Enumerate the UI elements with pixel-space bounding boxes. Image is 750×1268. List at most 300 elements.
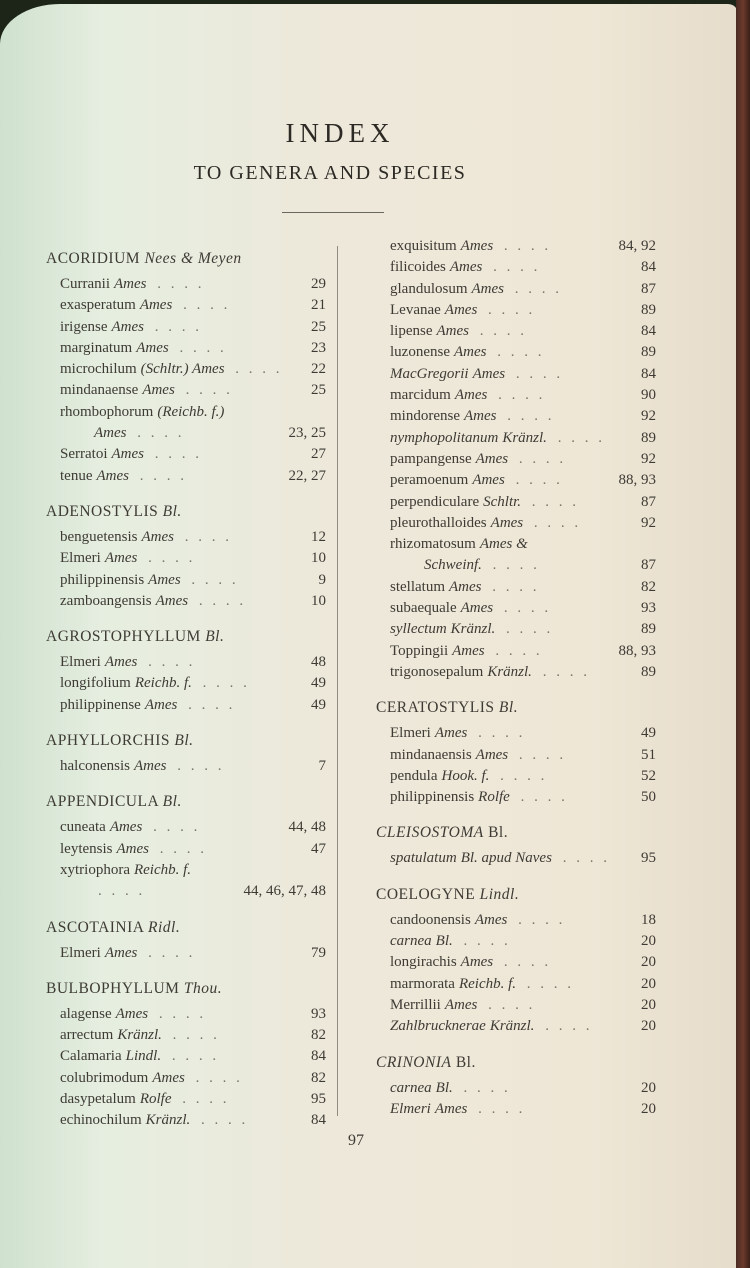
- species-author: Ames: [133, 758, 167, 775]
- index-entry: [376, 513, 656, 534]
- leader-dots: . . . .: [141, 654, 196, 671]
- genus-author: Bl.: [205, 628, 225, 646]
- page-refs: 49: [311, 675, 326, 692]
- leader-dots: . . . .: [147, 446, 202, 463]
- index-entry: [376, 641, 656, 662]
- page-refs: 25: [311, 318, 326, 335]
- index-entry: [46, 756, 326, 777]
- leader-dots: . . . .: [194, 1112, 249, 1129]
- index-entry: [46, 1046, 326, 1067]
- species-author: Ames: [114, 276, 147, 292]
- index-entry: [376, 766, 656, 787]
- page-refs: 89: [641, 663, 656, 680]
- species-author: Schweinf.: [424, 557, 482, 574]
- species-author: Lindl.: [125, 1048, 162, 1065]
- genus-heading: [46, 791, 326, 813]
- page-refs: 84: [641, 365, 656, 382]
- leader-dots: . . . .: [490, 344, 545, 361]
- species-author: Ames: [136, 339, 169, 356]
- species-author: Kränzl.: [117, 1027, 162, 1044]
- species-name: trigonosepalum: [390, 663, 484, 680]
- species-author: Kränzl.: [489, 1018, 535, 1035]
- genus-author: Bl.: [455, 1053, 476, 1071]
- species-author: Kränzl.: [145, 1112, 191, 1129]
- species-name: irigense: [60, 318, 108, 335]
- index-entry: [46, 1089, 326, 1110]
- page-refs: 10: [311, 592, 326, 609]
- index-entry: [376, 848, 656, 869]
- page-refs: 88, 93: [618, 472, 656, 489]
- genus-author: Thou.: [183, 979, 223, 997]
- index-entry: [376, 321, 656, 342]
- page-refs: 47: [311, 840, 326, 857]
- species-author: Ames: [96, 467, 129, 484]
- species-author: Schltr.: [483, 493, 522, 510]
- leader-dots: . . . .: [177, 528, 232, 545]
- leader-dots: . . . .: [228, 361, 283, 378]
- species-name: longirachis: [390, 954, 457, 971]
- species-name: arrectum: [60, 1027, 114, 1044]
- leader-dots: . . . .: [512, 450, 567, 467]
- genus-heading: [46, 730, 326, 752]
- leader-dots: . . . .: [98, 883, 146, 900]
- leader-dots: . . . .: [170, 758, 225, 775]
- species-name: philippinensis: [390, 789, 475, 806]
- species-name: philippinensis: [60, 571, 145, 588]
- leader-dots: . . . .: [188, 1069, 243, 1086]
- species-author: Ames: [460, 238, 494, 254]
- species-name: leytensis: [60, 840, 113, 857]
- species-author: Bl.: [435, 933, 453, 950]
- species-author: Ames: [463, 408, 497, 425]
- leader-dots: . . . .: [527, 514, 582, 531]
- index-entry: [46, 860, 326, 881]
- leader-dots: . . . .: [165, 1027, 220, 1044]
- genus-author: Bl.: [162, 502, 182, 520]
- species-author: Kränzl.: [502, 429, 547, 446]
- species-name: rhombophorum: [60, 403, 154, 420]
- index-entry: [46, 881, 326, 902]
- genus-heading: [46, 917, 326, 939]
- index-entry: [376, 952, 656, 973]
- index-entry: [46, 1025, 326, 1046]
- index-entry: [376, 364, 656, 385]
- species-author: Ames: [460, 954, 494, 971]
- species-name: tenue: [60, 467, 93, 484]
- leader-dots: . . . .: [497, 600, 552, 617]
- leader-dots: . . . .: [491, 387, 546, 404]
- species-name: longifolium: [60, 675, 131, 692]
- page-refs: 22, 27: [288, 467, 326, 484]
- leader-dots: . . . .: [508, 280, 562, 297]
- index-entry: [46, 591, 326, 612]
- species-author: Ames: [434, 725, 468, 742]
- index-entry: [46, 673, 326, 694]
- page-refs: 9: [318, 571, 326, 588]
- genus-name: ASCOTAINIA: [46, 918, 144, 936]
- species-name: syllectum: [390, 621, 447, 638]
- species-name: pendula: [390, 767, 438, 784]
- species-name: peramoenum: [390, 472, 469, 489]
- index-entry: [46, 380, 326, 401]
- leader-dots: . . . .: [493, 767, 548, 784]
- genus-name: BULBOPHYLLUM: [46, 979, 180, 997]
- leader-dots: . . . .: [485, 557, 540, 574]
- species-author: Ames: [144, 696, 178, 713]
- leader-dots: . . . .: [147, 318, 202, 335]
- leader-dots: . . . .: [486, 259, 541, 276]
- species-author: Ames: [148, 571, 181, 588]
- leader-dots: . . . .: [497, 954, 552, 971]
- page-refs: 21: [311, 297, 326, 314]
- species-name: microchilum: [60, 361, 137, 378]
- index-entry: [46, 423, 326, 444]
- page-refs: 7: [318, 758, 326, 775]
- page-refs: 82: [311, 1069, 326, 1086]
- page-refs: 84, 92: [618, 238, 656, 254]
- species-author: Ames: [104, 944, 138, 961]
- species-name: marginatum: [60, 339, 133, 356]
- index-entry: [46, 317, 326, 338]
- species-name: pleurothalloides: [390, 514, 487, 531]
- page-refs: 84: [641, 323, 656, 340]
- page-refs: 10: [311, 550, 326, 567]
- genus-heading: [376, 697, 656, 719]
- genus-heading: [376, 822, 656, 844]
- index-entry: [376, 385, 656, 406]
- page-refs: 92: [641, 450, 656, 467]
- index-entry: [376, 428, 656, 449]
- species-name: Elmeri: [60, 944, 101, 961]
- species-author: Rolfe: [478, 789, 510, 806]
- species-author: Bl.: [435, 1079, 453, 1096]
- index-entry: [376, 931, 656, 952]
- page-refs: 79: [311, 944, 326, 961]
- index-entry: [46, 652, 326, 673]
- species-name: colubrimodum: [60, 1069, 149, 1086]
- page-refs: 20: [641, 1079, 656, 1096]
- genus-name: COELOGYNE: [376, 885, 476, 903]
- index-entry: [376, 995, 656, 1016]
- genus-author: Bl.: [498, 699, 519, 717]
- leader-dots: . . . .: [473, 323, 527, 340]
- genus-name: ADENOSTYLIS: [46, 502, 159, 520]
- index-entry: [376, 910, 656, 931]
- page-refs: 50: [641, 789, 656, 806]
- index-entry: [376, 342, 656, 363]
- page-refs: 20: [641, 933, 656, 950]
- index-entry: [46, 527, 326, 548]
- genus-heading: [46, 248, 326, 270]
- species-author: Reichb. f.: [134, 675, 192, 692]
- species-name: pampangense: [390, 450, 472, 467]
- leader-dots: . . . .: [485, 578, 540, 595]
- page-refs: 95: [311, 1091, 326, 1108]
- page-refs: 51: [641, 746, 656, 763]
- index-entry: [376, 598, 656, 619]
- genus-name: APPENDICULA: [46, 793, 159, 811]
- species-author: Ames: [475, 746, 509, 763]
- page-refs: 88, 93: [618, 642, 656, 659]
- index-entry: [46, 402, 326, 423]
- species-name: subaequale: [390, 600, 457, 617]
- index-entry: [376, 492, 656, 513]
- species-author: (Reichb. f.): [157, 403, 225, 420]
- species-name: Merrillii: [390, 996, 441, 1013]
- page-refs: 27: [311, 446, 326, 463]
- species-name: alagense: [60, 1005, 112, 1022]
- page-number: 97: [348, 1132, 364, 1149]
- species-name: spatulatum: [390, 850, 457, 867]
- species-author: (Schltr.) Ames: [140, 361, 225, 378]
- leader-dots: . . . .: [535, 663, 590, 680]
- page-refs: 49: [311, 696, 326, 713]
- page-refs: 23, 25: [288, 425, 326, 442]
- leader-dots: . . . .: [550, 429, 605, 446]
- index-entry: [376, 470, 656, 491]
- leader-dots: . . . .: [512, 746, 567, 763]
- index-entry: [376, 257, 656, 278]
- page-refs: 89: [641, 301, 656, 318]
- species-author: Ames &: [479, 536, 528, 553]
- species-name: candoonensis: [390, 911, 471, 928]
- genus-author: Lindl.: [479, 885, 520, 903]
- species-author: Ames: [490, 514, 524, 531]
- page-refs: 48: [311, 654, 326, 671]
- genus-author: Bl.: [488, 824, 509, 842]
- page-refs: 29: [311, 276, 326, 292]
- species-name: luzonense: [390, 344, 450, 361]
- index-entry: [376, 1016, 656, 1037]
- leader-dots: . . . .: [499, 621, 554, 638]
- species-name: Elmeri: [390, 725, 431, 742]
- species-name: nymphopolitanum: [390, 429, 499, 446]
- index-entry: [376, 662, 656, 683]
- leader-dots: . . . .: [141, 944, 196, 961]
- species-name: Curranii: [60, 276, 110, 292]
- title-rule: [282, 212, 384, 213]
- leader-dots: . . . .: [132, 467, 187, 484]
- species-author: Ames: [472, 472, 505, 489]
- column-divider: [337, 246, 338, 1116]
- leader-dots: . . . .: [525, 493, 580, 510]
- species-name: Zahlbrucknerae: [390, 1018, 486, 1035]
- leader-dots: . . . .: [146, 819, 201, 836]
- species-author: Reichb. f.: [458, 975, 517, 992]
- species-author: Ames: [475, 450, 509, 467]
- species-author: Ames: [142, 382, 175, 399]
- species-name: mindanaense: [60, 382, 139, 399]
- species-author: Ames: [115, 1005, 149, 1022]
- leader-dots: . . . .: [481, 301, 536, 318]
- species-author: Ames: [454, 387, 488, 404]
- index-right-column: [376, 236, 656, 1120]
- page-refs: 84: [311, 1048, 326, 1065]
- species-author: Ames: [436, 323, 469, 340]
- index-entry: [46, 1068, 326, 1089]
- leader-dots: . . . .: [555, 850, 610, 867]
- species-author: Ames: [449, 578, 482, 595]
- page-refs: 87: [641, 493, 656, 510]
- species-author: Ames: [471, 280, 504, 297]
- index-entry: [46, 695, 326, 716]
- species-name: glandulosum: [390, 280, 468, 297]
- species-name: Elmeri: [60, 550, 101, 567]
- species-author: Ames: [449, 259, 483, 276]
- page-refs: 89: [641, 429, 656, 446]
- species-name: perpendiculare: [390, 493, 480, 510]
- genus-heading: [46, 978, 326, 1000]
- genus-name: ACORIDIUM: [46, 250, 141, 267]
- species-author: Bl. apud Naves: [460, 850, 552, 867]
- species-author: Ames: [452, 642, 485, 659]
- book-edge: [736, 0, 750, 1268]
- page-refs: 82: [311, 1027, 326, 1044]
- index-entry: [376, 577, 656, 598]
- genus-heading: [46, 501, 326, 523]
- species-author: Ames: [141, 528, 174, 545]
- genus-heading: [376, 884, 656, 906]
- genus-author: Nees & Meyen: [144, 250, 242, 267]
- genus-name: AGROSTOPHYLLUM: [46, 628, 201, 646]
- index-entry: [376, 300, 656, 321]
- page-refs: 87: [641, 557, 656, 574]
- species-name: echinochilum: [60, 1112, 142, 1129]
- genus-author: Bl.: [174, 732, 194, 750]
- species-name: mindorense: [390, 408, 460, 425]
- species-name: benguetensis: [60, 528, 138, 545]
- genus-author: Bl.: [162, 793, 182, 811]
- page-subtitle: TO GENERA AND SPECIES: [193, 162, 467, 184]
- index-entry: [46, 444, 326, 465]
- species-author: Ames: [453, 344, 487, 361]
- index-entry: [46, 359, 326, 380]
- species-author: Ames: [139, 297, 173, 314]
- species-name: stellatum: [390, 578, 445, 595]
- index-entry: [376, 787, 656, 808]
- index-entry: [376, 1078, 656, 1099]
- book-page: [0, 4, 738, 1268]
- page-refs: 87: [641, 280, 656, 297]
- species-author: Ames: [474, 911, 508, 928]
- index-entry: [376, 279, 656, 300]
- species-name: philippinense: [60, 696, 141, 713]
- species-name: mindanaensis: [390, 746, 472, 763]
- page-refs: 92: [641, 514, 656, 531]
- page-refs: 89: [641, 344, 656, 361]
- index-entry: [376, 406, 656, 427]
- index-entry: [46, 1110, 326, 1131]
- species-name: rhizomatosum: [390, 536, 476, 553]
- index-entry: [46, 943, 326, 964]
- species-author: Ames: [116, 840, 149, 857]
- genus-name: APHYLLORCHIS: [46, 732, 170, 750]
- genus-name: CLEISOSTOMA: [376, 824, 484, 842]
- leader-dots: . . . .: [456, 933, 511, 950]
- species-name: Levanae: [390, 301, 441, 318]
- species-name: exquisitum: [390, 238, 457, 254]
- leader-dots: . . . .: [481, 996, 536, 1013]
- species-name: cuneata: [60, 819, 106, 836]
- leader-dots: . . . .: [456, 1079, 511, 1096]
- page-refs: 22: [311, 361, 326, 378]
- leader-dots: . . . .: [181, 696, 236, 713]
- index-entry: [46, 548, 326, 569]
- species-name: Toppingii: [390, 642, 449, 659]
- species-author: Ames: [104, 550, 138, 567]
- page-refs: 44, 48: [288, 819, 326, 836]
- leader-dots: . . . .: [175, 1091, 230, 1108]
- page-refs: 89: [641, 621, 656, 638]
- leader-dots: . . . .: [165, 1048, 220, 1065]
- page-refs: 20: [641, 996, 656, 1013]
- index-entry: [46, 570, 326, 591]
- species-author: Ames: [111, 446, 144, 463]
- species-author: Ames: [434, 1100, 468, 1117]
- page-refs: 95: [641, 850, 656, 867]
- species-author: Ames: [155, 592, 189, 609]
- genus-author: Ridl.: [148, 918, 181, 936]
- index-entry: [376, 723, 656, 744]
- species-author: Ames: [444, 301, 478, 318]
- index-entry: [376, 619, 656, 640]
- leader-dots: . . . .: [184, 571, 239, 588]
- page-refs: 93: [311, 1005, 326, 1022]
- index-entry: [376, 1099, 656, 1120]
- index-entry: [46, 274, 326, 295]
- genus-name: CRINONIA: [376, 1053, 452, 1071]
- species-author: Ames: [152, 1069, 185, 1086]
- leader-dots: . . . .: [488, 642, 543, 659]
- leader-dots: . . . .: [178, 382, 233, 399]
- index-entry: [376, 236, 656, 257]
- species-author: Rolfe: [139, 1091, 172, 1108]
- page-refs: 23: [311, 339, 326, 356]
- species-name: Serratoi: [60, 446, 108, 463]
- page-refs: 12: [311, 528, 326, 545]
- page-refs: 20: [641, 1018, 656, 1035]
- index-entry: [46, 338, 326, 359]
- leader-dots: . . . .: [471, 725, 526, 742]
- index-entry: [376, 534, 656, 555]
- species-name: marmorata: [390, 975, 455, 992]
- leader-dots: . . . .: [152, 1005, 207, 1022]
- species-name: dasypetalum: [60, 1091, 136, 1108]
- index-entry: [46, 1004, 326, 1025]
- index-entry: [376, 745, 656, 766]
- species-author: Ames: [111, 318, 144, 335]
- page-refs: 18: [641, 911, 656, 928]
- index-entry: [46, 817, 326, 838]
- page-refs: 52: [641, 767, 656, 784]
- index-left-column: [46, 248, 326, 1132]
- page-refs: 92: [641, 408, 656, 425]
- species-author: Ames: [109, 819, 143, 836]
- leader-dots: . . . .: [172, 339, 227, 356]
- leader-dots: . . . .: [509, 365, 564, 382]
- species-author: Hook. f.: [441, 767, 490, 784]
- leader-dots: . . . .: [195, 675, 250, 692]
- page-refs: 20: [641, 954, 656, 971]
- genus-heading: [46, 626, 326, 648]
- page-refs: 25: [311, 382, 326, 399]
- page-title: INDEX: [285, 118, 395, 148]
- species-name: Calamaria: [60, 1048, 122, 1065]
- leader-dots: . . . .: [471, 1100, 526, 1117]
- leader-dots: . . . .: [176, 297, 231, 314]
- species-name: lipense: [390, 323, 433, 340]
- leader-dots: . . . .: [508, 472, 563, 489]
